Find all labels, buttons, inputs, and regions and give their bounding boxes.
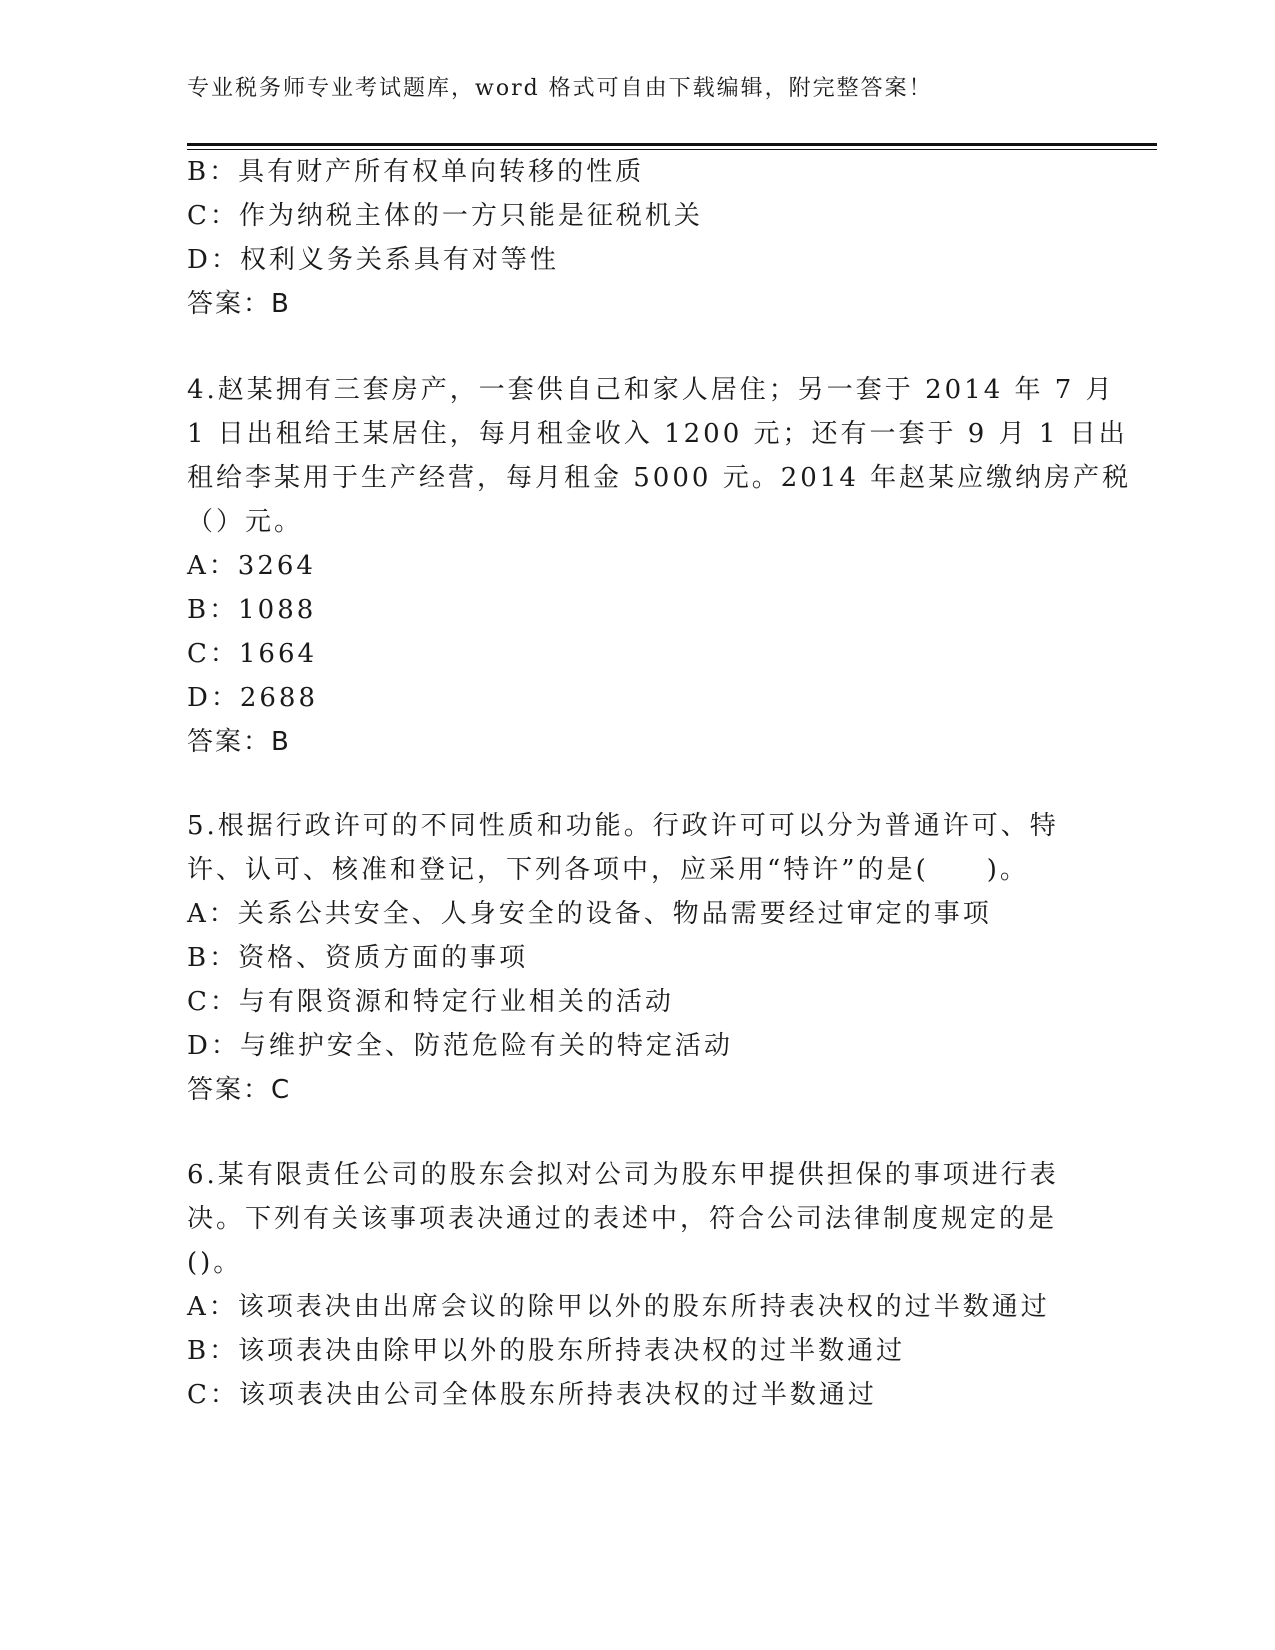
q5-stem-line-1: 5.根据行政许可的不同性质和功能。行政许可可以分为普通许可、特 [187,811,1059,841]
page-header: 专业税务师专业考试题库，word 格式可自由下载编辑，附完整答案！ [187,76,933,101]
q6-stem-line-2: 决。下列有关该事项表决通过的表述中，符合公司法律制度规定的是 [187,1204,1058,1234]
q4-stem-line-4: （）元。 [187,507,304,537]
q5-option-a: A：关系公共安全、人身安全的设备、物品需要经过审定的事项 [187,899,992,929]
header-rule-thick [187,143,1157,146]
q4-stem-line-3: 租给李某用于生产经营，每月租金 5000 元。2014 年赵某应缴纳房产税 [187,463,1132,493]
q4-stem-line-1: 4.赵某拥有三套房产，一套供自己和家人居住；另一套于 2014 年 7 月 [187,375,1115,405]
q3-option-c: C：作为纳税主体的一方只能是征税机关 [187,201,703,231]
q4-option-c: C：1664 [187,639,318,669]
q5-stem-line-2: 许、认可、核准和登记，下列各项中，应采用“特许”的是( )。 [187,855,1029,885]
q4-stem-line-2: 1 日出租给王某居住，每月租金收入 1200 元；还有一套于 9 月 1 日出 [187,419,1128,449]
header-rule-thin [187,149,1157,150]
q6-stem-line-1: 6.某有限责任公司的股东会拟对公司为股东甲提供担保的事项进行表 [187,1160,1059,1190]
q5-answer: 答案：C [187,1075,292,1105]
q4-option-b: B：1088 [187,595,317,625]
q3-option-b: B：具有财产所有权单向转移的性质 [187,157,645,187]
q4-answer: 答案：B [187,727,291,757]
q6-option-b: B：该项表决由除甲以外的股东所持表决权的过半数通过 [187,1336,906,1366]
q5-option-b: B：资格、资质方面的事项 [187,943,529,973]
q3-option-d: D：权利义务关系具有对等性 [187,245,559,275]
q3-answer: 答案：B [187,289,291,319]
q5-option-d: D：与维护安全、防范危险有关的特定活动 [187,1031,733,1061]
q4-option-a: A：3264 [187,551,316,581]
q5-option-c: C：与有限资源和特定行业相关的活动 [187,987,674,1017]
q4-option-d: D：2688 [187,683,319,713]
q6-stem-line-3: ()。 [187,1248,243,1278]
q6-option-a: A：该项表决由出席会议的除甲以外的股东所持表决权的过半数通过 [187,1292,1050,1322]
q6-option-c: C：该项表决由公司全体股东所持表决权的过半数通过 [187,1380,877,1410]
